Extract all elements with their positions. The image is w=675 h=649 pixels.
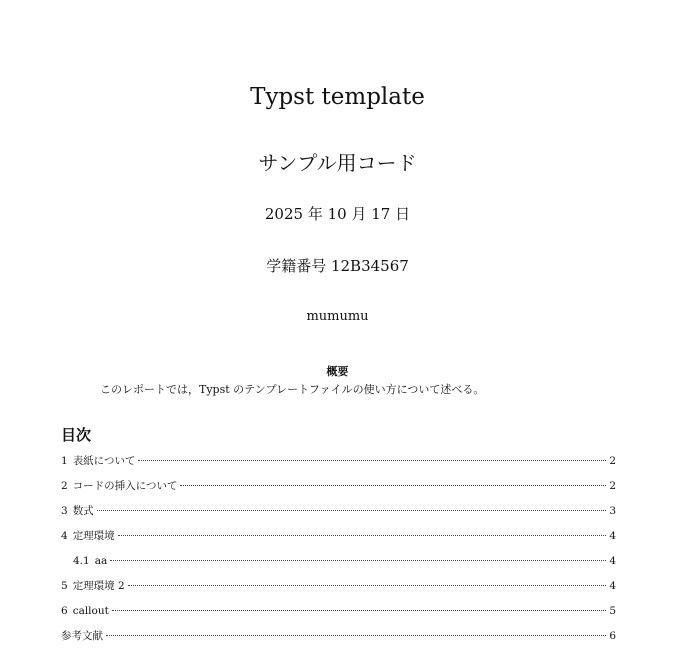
toc-entry-4-1[interactable]	[61, 549, 616, 574]
abstract-body: このレポートでは，Typst のテンプレートファイルの使い方について述べる。	[100, 383, 485, 396]
student-id: 学籍番号 12B34567	[266, 257, 409, 275]
toc-entry-2[interactable]	[61, 474, 616, 499]
document-subtitle: サンプル用コード	[258, 151, 417, 175]
toc-entry-number: 4	[61, 530, 68, 542]
toc-dot-leader	[180, 485, 606, 486]
toc-entry-title: aa	[94, 555, 108, 567]
toc-entry-title: callout	[72, 605, 109, 617]
toc-entry-page: 2	[609, 455, 616, 467]
toc-entry-page: 3	[609, 505, 616, 517]
toc-dot-leader	[106, 635, 606, 636]
toc-entry-6[interactable]	[61, 599, 616, 624]
toc-entry-number: 5	[61, 580, 68, 592]
toc-entry-1[interactable]	[61, 449, 616, 474]
document-date: 2025 年 10 月 17 日	[264, 205, 411, 223]
toc-entry-page: 4	[609, 555, 616, 567]
toc-entry-page: 4	[609, 530, 616, 542]
toc-dot-leader	[112, 610, 606, 611]
toc-entry-number: 1	[61, 455, 68, 467]
toc-entry-5[interactable]	[61, 574, 616, 599]
toc-entry-page: 6	[609, 630, 616, 642]
toc-dot-leader	[118, 535, 607, 536]
toc-entry-3[interactable]	[61, 499, 616, 524]
toc-entry-title: 表紙について	[72, 455, 136, 467]
toc-entry-title: 参考文献	[61, 630, 103, 642]
toc-entry-number: 3	[61, 505, 68, 517]
toc-entry-title: コードの挿入について	[72, 480, 178, 492]
toc-entry-title: 定理環境 2	[72, 580, 125, 592]
toc-dot-leader	[138, 460, 606, 461]
toc-dot-leader	[128, 585, 607, 586]
toc-entry-page: 2	[609, 480, 616, 492]
toc-entry-page: 5	[609, 605, 616, 617]
toc-entry-title: 数式	[72, 505, 94, 517]
toc-entry-number: 2	[61, 480, 68, 492]
toc-entry-number: 4.1	[73, 555, 90, 567]
abstract-heading: 概要	[326, 365, 349, 378]
toc-entry-number: 6	[61, 605, 68, 617]
document-title: Typst template	[250, 84, 425, 110]
toc-entry-title: 定理環境	[72, 530, 115, 542]
toc-entry-references[interactable]	[61, 624, 616, 649]
toc-dot-leader	[97, 510, 607, 511]
toc-entry-page: 4	[609, 580, 616, 592]
toc-heading: 目次	[61, 426, 92, 444]
toc-entry-4[interactable]	[61, 524, 616, 549]
author-name: mumumu	[306, 309, 369, 324]
toc-dot-leader	[110, 560, 606, 561]
table-of-contents	[61, 449, 616, 649]
